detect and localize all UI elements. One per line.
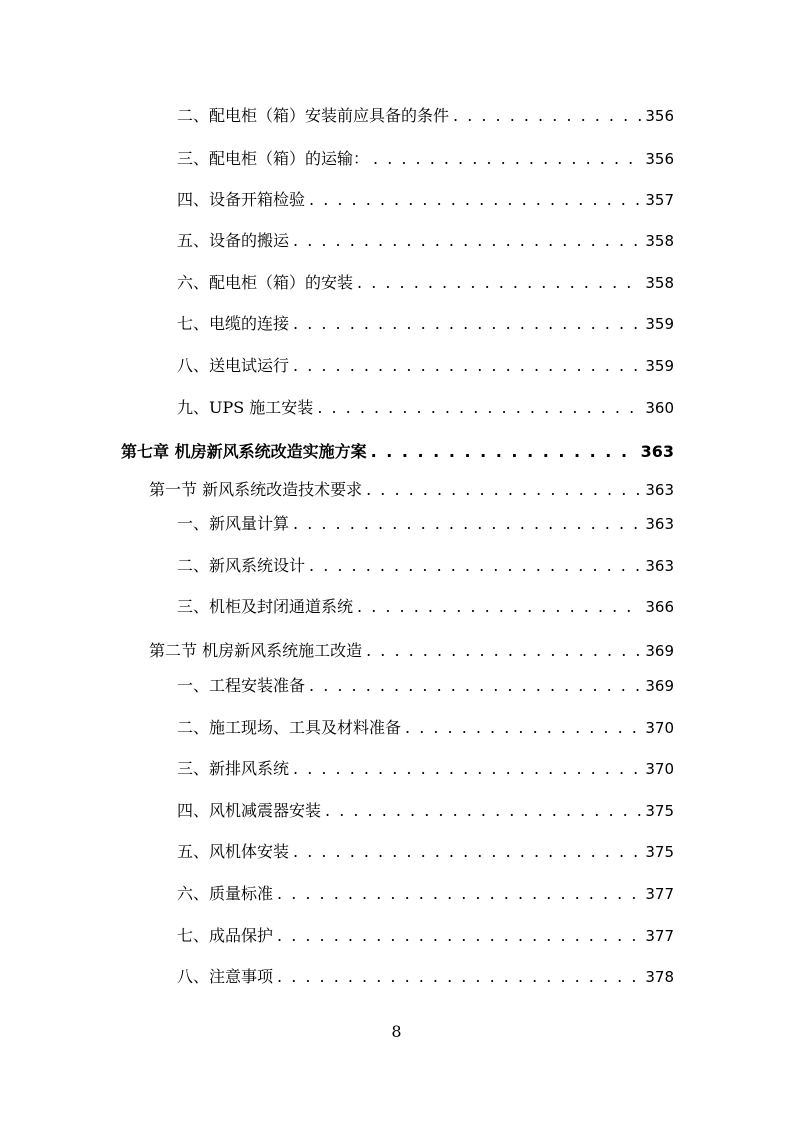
- toc-entry-page: 356: [645, 150, 674, 168]
- toc-entry-page: 363: [645, 515, 674, 533]
- toc-dot-leader: [371, 442, 637, 462]
- toc-entry[interactable]: [177, 556, 674, 576]
- toc-entry-title: 一、工程安装准备: [177, 676, 306, 695]
- toc-entry[interactable]: [177, 231, 674, 251]
- toc-entry[interactable]: [177, 718, 674, 738]
- toc-entry-page: 375: [645, 802, 674, 820]
- toc-entry-page: 356: [645, 107, 674, 125]
- toc-dot-leader: [317, 398, 641, 418]
- toc-dot-leader: [357, 273, 641, 293]
- toc-entry[interactable]: [177, 273, 674, 293]
- toc-entry[interactable]: [177, 398, 674, 418]
- toc-entry-title: 一、新风量计算: [177, 514, 290, 533]
- toc-section-entry[interactable]: [149, 641, 674, 661]
- toc-section-entry[interactable]: [149, 480, 674, 500]
- toc-entry[interactable]: [177, 759, 674, 779]
- toc-dot-leader: [293, 759, 641, 779]
- toc-entry-title: 三、机柜及封闭通道系统: [177, 597, 354, 616]
- toc-dot-leader: [293, 514, 641, 534]
- toc-dot-leader: [309, 556, 641, 576]
- toc-entry-page: 358: [645, 274, 674, 292]
- toc-entry-title: 七、成品保护: [177, 926, 274, 945]
- toc-dot-leader: [293, 842, 641, 862]
- toc-entry-title: 八、送电试运行: [177, 356, 290, 375]
- toc-entry-title: 二、新风系统设计: [177, 556, 306, 575]
- toc-entry-title: 二、施工现场、工具及材料准备: [177, 718, 402, 737]
- toc-dot-leader: [405, 718, 641, 738]
- toc-dot-leader: [293, 314, 641, 334]
- toc-dot-leader: [293, 231, 641, 251]
- toc-dot-leader: [277, 926, 641, 946]
- toc-entry-title: 五、设备的搬运: [177, 231, 290, 250]
- toc-entry-title: 九、UPS 施工安装: [177, 398, 314, 417]
- toc-entry[interactable]: [177, 149, 674, 169]
- toc-entry-page: 369: [645, 677, 674, 695]
- toc-entry-page: 378: [645, 968, 674, 986]
- toc-entry-title: 六、配电柜（箱）的安装: [177, 273, 354, 292]
- toc-entry-title: 四、设备开箱检验: [177, 190, 306, 209]
- toc-dot-leader: [309, 190, 641, 210]
- toc-entry[interactable]: [177, 884, 674, 904]
- toc-dot-leader: [373, 149, 641, 169]
- toc-entry[interactable]: [177, 314, 674, 334]
- toc-entry-title: 八、注意事项: [177, 967, 274, 986]
- toc-entry[interactable]: [177, 356, 674, 376]
- toc-entry-page: 357: [645, 191, 674, 209]
- toc-entry-title: 第二节 机房新风系统施工改造: [149, 641, 363, 660]
- toc-entry-page: 358: [645, 232, 674, 250]
- toc-entry-page: 359: [645, 357, 674, 375]
- toc-entry[interactable]: [177, 514, 674, 534]
- toc-entry[interactable]: [177, 190, 674, 210]
- toc-entry-title: 第七章 机房新风系统改造实施方案: [121, 442, 367, 461]
- toc-entry-page: 369: [645, 642, 674, 660]
- toc-dot-leader: [366, 641, 641, 661]
- toc-entry[interactable]: [177, 842, 674, 862]
- toc-entry-page: 360: [645, 399, 674, 417]
- toc-dot-leader: [453, 106, 641, 126]
- toc-entry-title: 三、配电柜（箱）的运输：: [177, 149, 370, 168]
- page-number: 8: [391, 1022, 402, 1041]
- toc-entry-page: 375: [645, 843, 674, 861]
- toc-entry[interactable]: [177, 676, 674, 696]
- toc-entry-title: 六、质量标准: [177, 884, 274, 903]
- toc-entry[interactable]: [177, 597, 674, 617]
- toc-entry-page: 370: [645, 760, 674, 778]
- toc-entry-page: 377: [645, 885, 674, 903]
- toc-dot-leader: [277, 884, 641, 904]
- toc-entry-page: 363: [645, 557, 674, 575]
- toc-entry-title: 五、风机体安装: [177, 842, 290, 861]
- toc-dot-leader: [309, 676, 641, 696]
- toc-dot-leader: [366, 480, 641, 500]
- toc-entry-title: 七、电缆的连接: [177, 314, 290, 333]
- toc-chapter-entry[interactable]: [121, 442, 674, 462]
- toc-dot-leader: [293, 356, 641, 376]
- toc-entry[interactable]: [177, 801, 674, 821]
- toc-entry-title: 四、风机减震器安装: [177, 801, 322, 820]
- toc-entry-page: 366: [645, 598, 674, 616]
- toc-entry-title: 第一节 新风系统改造技术要求: [149, 480, 363, 499]
- toc-entry-page: 359: [645, 315, 674, 333]
- toc-entry-page: 363: [645, 481, 674, 499]
- toc-dot-leader: [325, 801, 641, 821]
- toc-entry[interactable]: [177, 926, 674, 946]
- toc-dot-leader: [357, 597, 641, 617]
- toc-entry-page: 363: [640, 442, 674, 461]
- toc-entry[interactable]: [177, 967, 674, 987]
- toc-dot-leader: [277, 967, 641, 987]
- toc-entry[interactable]: [177, 106, 674, 126]
- toc-entry-title: 二、配电柜（箱）安装前应具备的条件: [177, 106, 450, 125]
- toc-entry-page: 377: [645, 927, 674, 945]
- toc-entry-title: 三、新排风系统: [177, 759, 290, 778]
- toc-entry-page: 370: [645, 719, 674, 737]
